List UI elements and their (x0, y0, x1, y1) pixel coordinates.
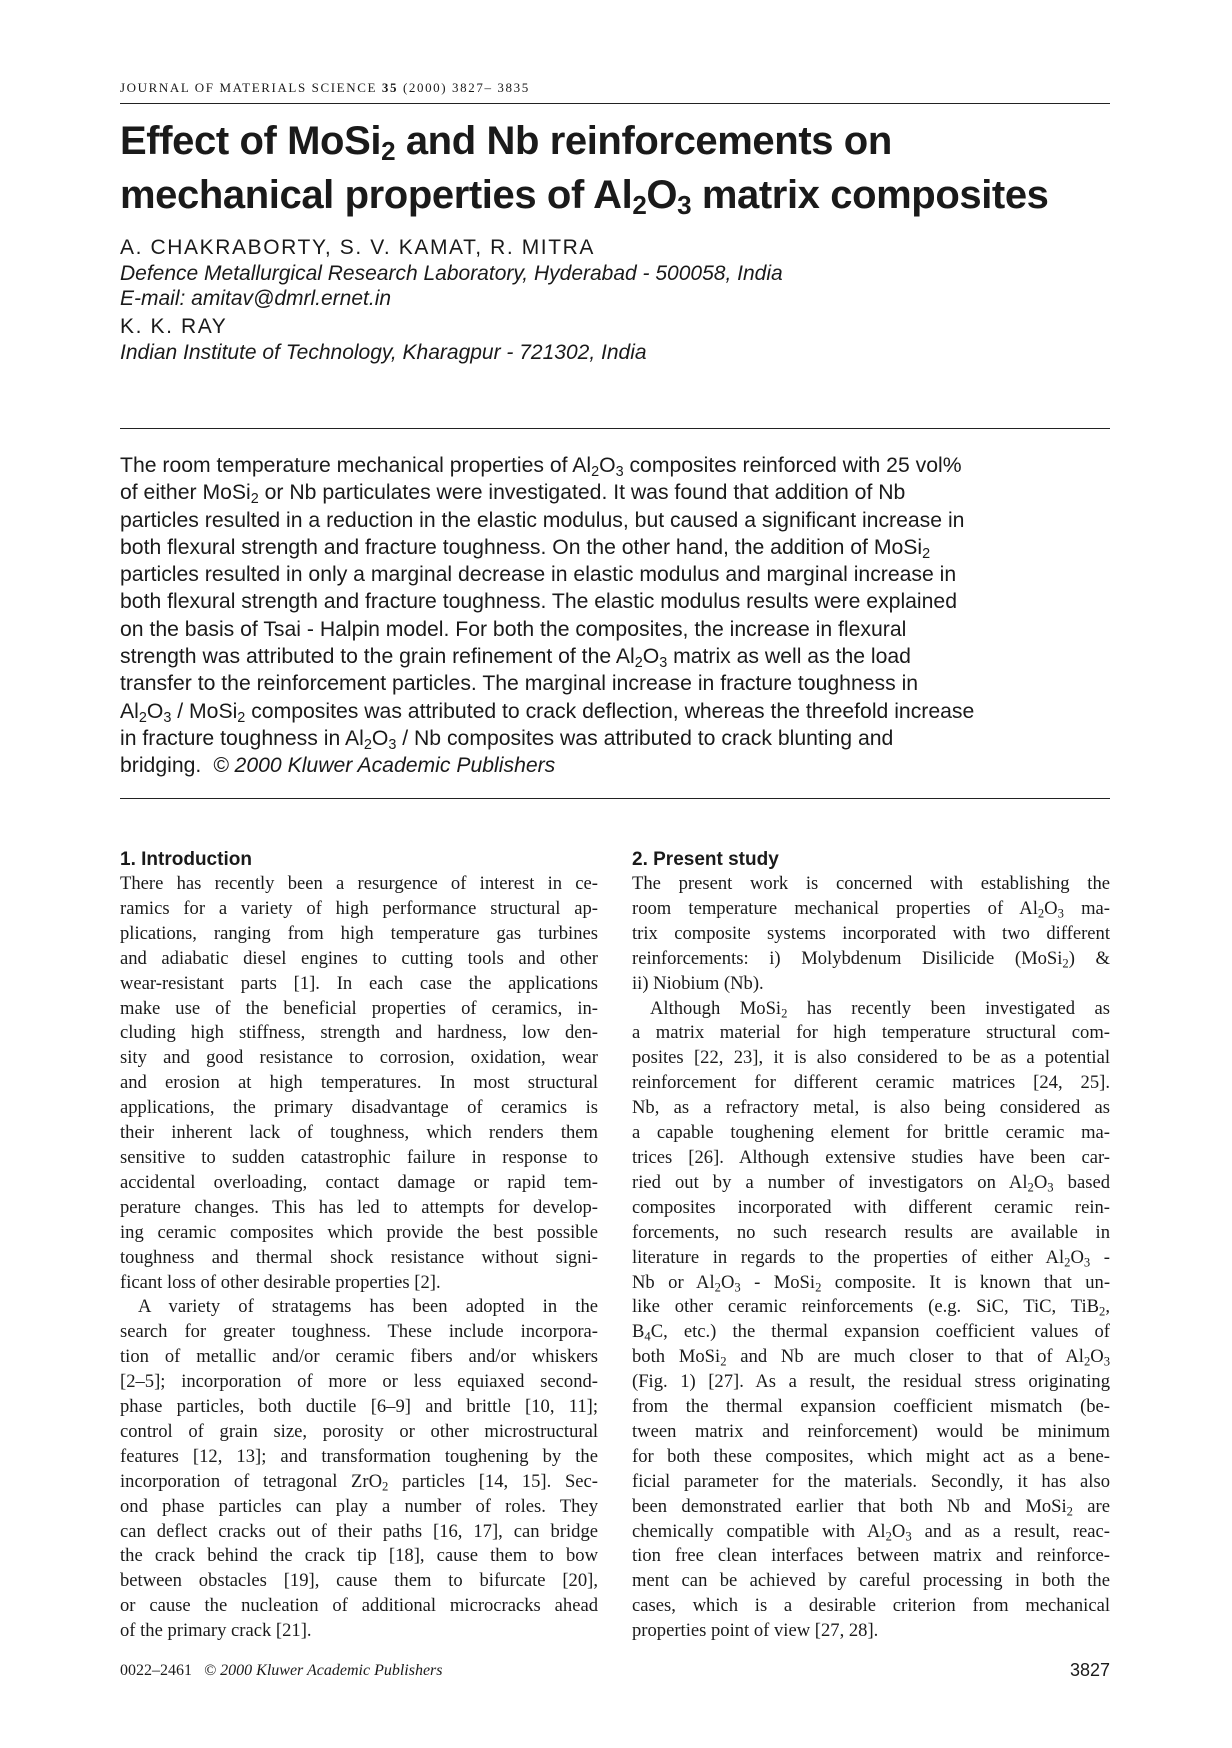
text-line: sity and good resistance to corrosion, oxidation, wear (120, 1047, 598, 1069)
abstract-line: strength was attributed to the grain refinement of the $Al_2O_3$ matrix as well as the load (120, 645, 911, 672)
abstract (120, 452, 1110, 780)
text-line: plications, ranging from high temperature gas turbines (120, 922, 598, 944)
subscript: 2 (1062, 956, 1069, 971)
text-line: $B_4C$, etc.) the thermal expansion coefficient values of (632, 1321, 1110, 1344)
subscript: 3 (677, 190, 692, 220)
subscript: 2 (1099, 1304, 1106, 1319)
subscript: 2 (382, 1479, 389, 1494)
running-head (120, 80, 1110, 96)
subscript: 2 (632, 190, 647, 220)
text-line: for both these composites, which might act as a bene- (632, 1445, 1110, 1467)
abstract-copyright: © 2000 Kluwer Academic Publishers (213, 754, 556, 778)
subscript: 2 (720, 1354, 727, 1369)
text-line: a capable toughening element for brittle ceramic ma- (632, 1122, 1110, 1144)
author-group-1 (120, 235, 1110, 311)
subscript: 2 (1066, 1504, 1073, 1519)
text-line: been demonstrated earlier that both Nb and MoSi$_2$ are (632, 1495, 1110, 1519)
text-line: ment can be achieved by careful processing in both the (632, 1570, 1110, 1592)
text-line: their inherent lack of toughness, which renders them (120, 1122, 598, 1144)
text-line: a matrix material for high temperature structural com- (632, 1022, 1110, 1044)
subscript: 2 (363, 737, 372, 753)
text-line: search for greater toughness. These include incorpora- (120, 1321, 598, 1343)
subscript: 2 (781, 1006, 788, 1021)
text-line: toughness and thermal shock resistance without signi- (120, 1246, 598, 1268)
text-line: ond phase particles can play a number of roles. They (120, 1495, 598, 1517)
text-line: posites [22, 23], it is also considered to be as a potential (632, 1047, 1110, 1069)
subscript: 2 (1027, 1180, 1034, 1195)
text-line: tion of metallic and/or ceramic fibers and/or whiskers (120, 1346, 598, 1368)
subscript: 2 (714, 1280, 721, 1295)
text-line: of the primary crack [21]. (120, 1620, 312, 1642)
abstract-top-rule (120, 428, 1110, 429)
subscript: 3 (163, 709, 172, 726)
abstract-bottom-rule (120, 798, 1110, 799)
subscript: 2 (138, 709, 147, 726)
subscript: 2 (1083, 1354, 1091, 1369)
text-line: tween matrix and reinforcement) would be minimum (632, 1420, 1110, 1442)
subscript: 4 (644, 1329, 651, 1344)
abstract-line: both flexural strength and fracture toughness. The elastic modulus results were explained (120, 590, 957, 614)
subscript: 2 (381, 136, 396, 166)
text-line: applications, the primary disadvantage of ceramics is (120, 1097, 598, 1119)
journal-year-pages: (2000) 3827– 3835 (402, 80, 530, 95)
text-line: ficial parameter for the materials. Secondly, it has also (632, 1470, 1110, 1492)
text-line: features [12, 13]; and transformation toughening by the (120, 1445, 598, 1467)
text-line: A variety of stratagems has been adopted in the (138, 1296, 598, 1318)
subscript: 3 (1103, 1354, 1110, 1369)
text-line: cluding high stiffness, strength and hardness, low den- (120, 1022, 598, 1044)
abstract-line: in fracture toughness in $Al_2O_3$ / Nb composites was attributed to crack blunting and (120, 726, 894, 753)
text-line: ing ceramic composites which provide the best possible (120, 1221, 598, 1243)
section-heading: 1. Introduction (120, 849, 252, 870)
section-body (632, 872, 1110, 1644)
subscript: 2 (1037, 906, 1045, 921)
section-body (120, 872, 598, 1644)
journal-name: JOURNAL OF MATERIALS SCIENCE (120, 80, 378, 95)
article-title (120, 114, 1110, 222)
text-line: incorporation of tetragonal ZrO$_2$ particles [14, 15]. Sec- (120, 1470, 599, 1494)
text-line: (Fig. 1) [27]. As a result, the residual stress originating (632, 1371, 1110, 1393)
title-line-1: Effect of MoSi$_2$ and Nb reinforcements on (120, 119, 892, 166)
abstract-line: bridging. (120, 754, 202, 778)
author-email: E-mail: amitav@dmrl.ernet.in (120, 287, 392, 310)
text-line: trices [26]. Although extensive studies have been car- (632, 1146, 1110, 1168)
subscript: 3 (615, 464, 624, 481)
text-line: The present work is concerned with establishing the (632, 873, 1110, 894)
text-line: or cause the nucleation of additional microcracks ahead (120, 1595, 598, 1617)
subscript: 3 (1083, 1255, 1091, 1270)
subscript: 2 (591, 464, 600, 481)
text-line: ficant loss of other desirable properties [2]. (120, 1271, 441, 1293)
subscript: 2 (250, 491, 259, 508)
journal-volume: 35 (381, 80, 399, 95)
text-line: literature in regards to the properties of either $Al_2O_3$ - (632, 1246, 1110, 1270)
abstract-line: of either MoSi$_2$ or Nb particulates were investigated. It was found that addition of Nb (120, 481, 906, 508)
subscript: 3 (388, 737, 397, 753)
author-affiliation: Defence Metallurgical Research Laboratory, Hyderabad - 500058, India (120, 262, 783, 285)
text-line: both MoSi$_2$ and Nb are much closer to that of $Al_2O_3$ (632, 1346, 1110, 1369)
subscript: 2 (1064, 1255, 1071, 1270)
subscript: 2 (815, 1280, 822, 1295)
footer-copyright: © 2000 Kluwer Academic Publishers (204, 1662, 443, 1679)
article-page (120, 0, 1110, 1748)
text-line: like other ceramic reinforcements (e.g. SiC, TiC, TiB$_2$, (632, 1296, 1110, 1319)
text-line: perature changes. This has led to attempts for develop- (120, 1196, 598, 1218)
text-line: Although MoSi$_2$ has recently been investigated as (650, 997, 1111, 1021)
subscript: 2 (922, 545, 931, 562)
abstract-line: $Al_2O_3$ / MoSi$_2$ composites was attributed to crack deflection, whereas the threefold increase (120, 699, 975, 726)
subscript: 3 (1047, 1180, 1054, 1195)
issn: 0022–2461 (120, 1662, 192, 1679)
text-line: composites incorporated with different ceramic rein- (632, 1196, 1110, 1218)
subscript: 3 (734, 1280, 741, 1295)
text-line: between obstacles [19], cause them to bifurcate [20], (120, 1570, 598, 1592)
text-line: There has recently been a resurgence of interest in ce- (120, 873, 598, 894)
text-line: forcements, no such research results are available in (632, 1221, 1110, 1243)
text-line: and erosion at high temperatures. In most structural (120, 1072, 598, 1094)
section-present-study (632, 847, 1110, 1644)
text-line: phase particles, both ductile [6–9] and brittle [10, 11]; (120, 1396, 598, 1418)
subscript: 2 (885, 1529, 892, 1544)
text-line: wear-resistant parts [1]. In each case the applications (120, 972, 598, 994)
author-group-2 (120, 314, 1110, 365)
subscript: 3 (1057, 906, 1064, 921)
text-line: and adiabatic diesel engines to cutting tools and other (120, 947, 598, 969)
author-names: A. CHAKRABORTY, S. V. KAMAT, R. MITRA (120, 236, 596, 259)
header-rule (120, 103, 1110, 104)
text-line: Nb or $Al_2O_3$ - MoSi$_2$ composite. It is known that un- (632, 1271, 1111, 1295)
text-line: the crack behind the crack tip [18], cause them to bow (120, 1545, 598, 1567)
text-line: ii) Niobium (Nb). (632, 972, 764, 994)
subscript: 2 (634, 655, 643, 672)
page-number: 3827 (1069, 1660, 1110, 1680)
abstract-line: on the basis of Tsai - Halpin model. For both the composites, the increase in flexural (120, 617, 907, 641)
text-line: ried out by a number of investigators on $Al_2O_3$ based (632, 1171, 1110, 1195)
text-line: ramics for a variety of high performance structural ap- (120, 897, 598, 919)
page-footer (120, 1662, 443, 1680)
section-heading: 2. Present study (632, 849, 779, 870)
abstract-last-line (120, 752, 1110, 779)
abstract-line: transfer to the reinforcement particles. The marginal increase in fracture toughness in (120, 672, 919, 696)
abstract-line: both flexural strength and fracture toughness. On the other hand, the addition of MoSi$_2$ (120, 535, 931, 562)
text-line: trix composite systems incorporated with two different (632, 922, 1110, 944)
subscript: 2 (237, 709, 246, 726)
text-line: accidental overloading, contact damage or rapid tem- (120, 1171, 598, 1193)
text-line: sensitive to sudden catastrophic failure in response to (120, 1146, 598, 1168)
abstract-line: The room temperature mechanical properties of $Al_2O_3$ composites reinforced with 25 vol% (120, 454, 962, 481)
text-line: make use of the beneficial properties of ceramics, in- (120, 997, 598, 1019)
text-line: can deflect cracks out of their paths [16, 17], can bridge (120, 1520, 598, 1542)
abstract-line: particles resulted in a reduction in the elastic modulus, but caused a significant increase in (120, 508, 965, 532)
text-line: tion free clean interfaces between matrix and reinforce- (632, 1545, 1110, 1567)
text-line: reinforcement for different ceramic matrices [24, 25]. (632, 1072, 1110, 1094)
abstract-line: particles resulted in only a marginal decrease in elastic modulus and marginal increase in (120, 563, 957, 587)
text-line: from the thermal expansion coefficient mismatch (be- (632, 1396, 1110, 1418)
subscript: 3 (905, 1529, 912, 1544)
text-line: control of grain size, porosity or other microstructural (120, 1420, 598, 1442)
subscript: 3 (659, 655, 668, 672)
text-line: properties point of view [27, 28]. (632, 1620, 879, 1642)
author-affiliation: Indian Institute of Technology, Kharagpur - 721302, India (120, 341, 647, 364)
text-line: chemically compatible with $Al_2O_3$ and as a result, reac- (632, 1520, 1110, 1544)
text-line: cases, which is a desirable criterion from mechanical (632, 1595, 1110, 1617)
text-line: Nb, as a refractory metal, is also being considered as (632, 1097, 1110, 1119)
text-line: room temperature mechanical properties of $Al_2O_3$ ma- (632, 897, 1110, 921)
author-names: K. K. RAY (120, 315, 228, 338)
section-introduction (120, 847, 598, 1644)
text-line: reinforcements: i) Molybdenum Disilicide (MoSi$_2$) & (632, 947, 1110, 971)
text-line: [2–5]; incorporation of more or less equiaxed second- (120, 1371, 598, 1393)
title-line-2: mechanical properties of $Al_2O_3$ matrix composites (120, 173, 1049, 220)
